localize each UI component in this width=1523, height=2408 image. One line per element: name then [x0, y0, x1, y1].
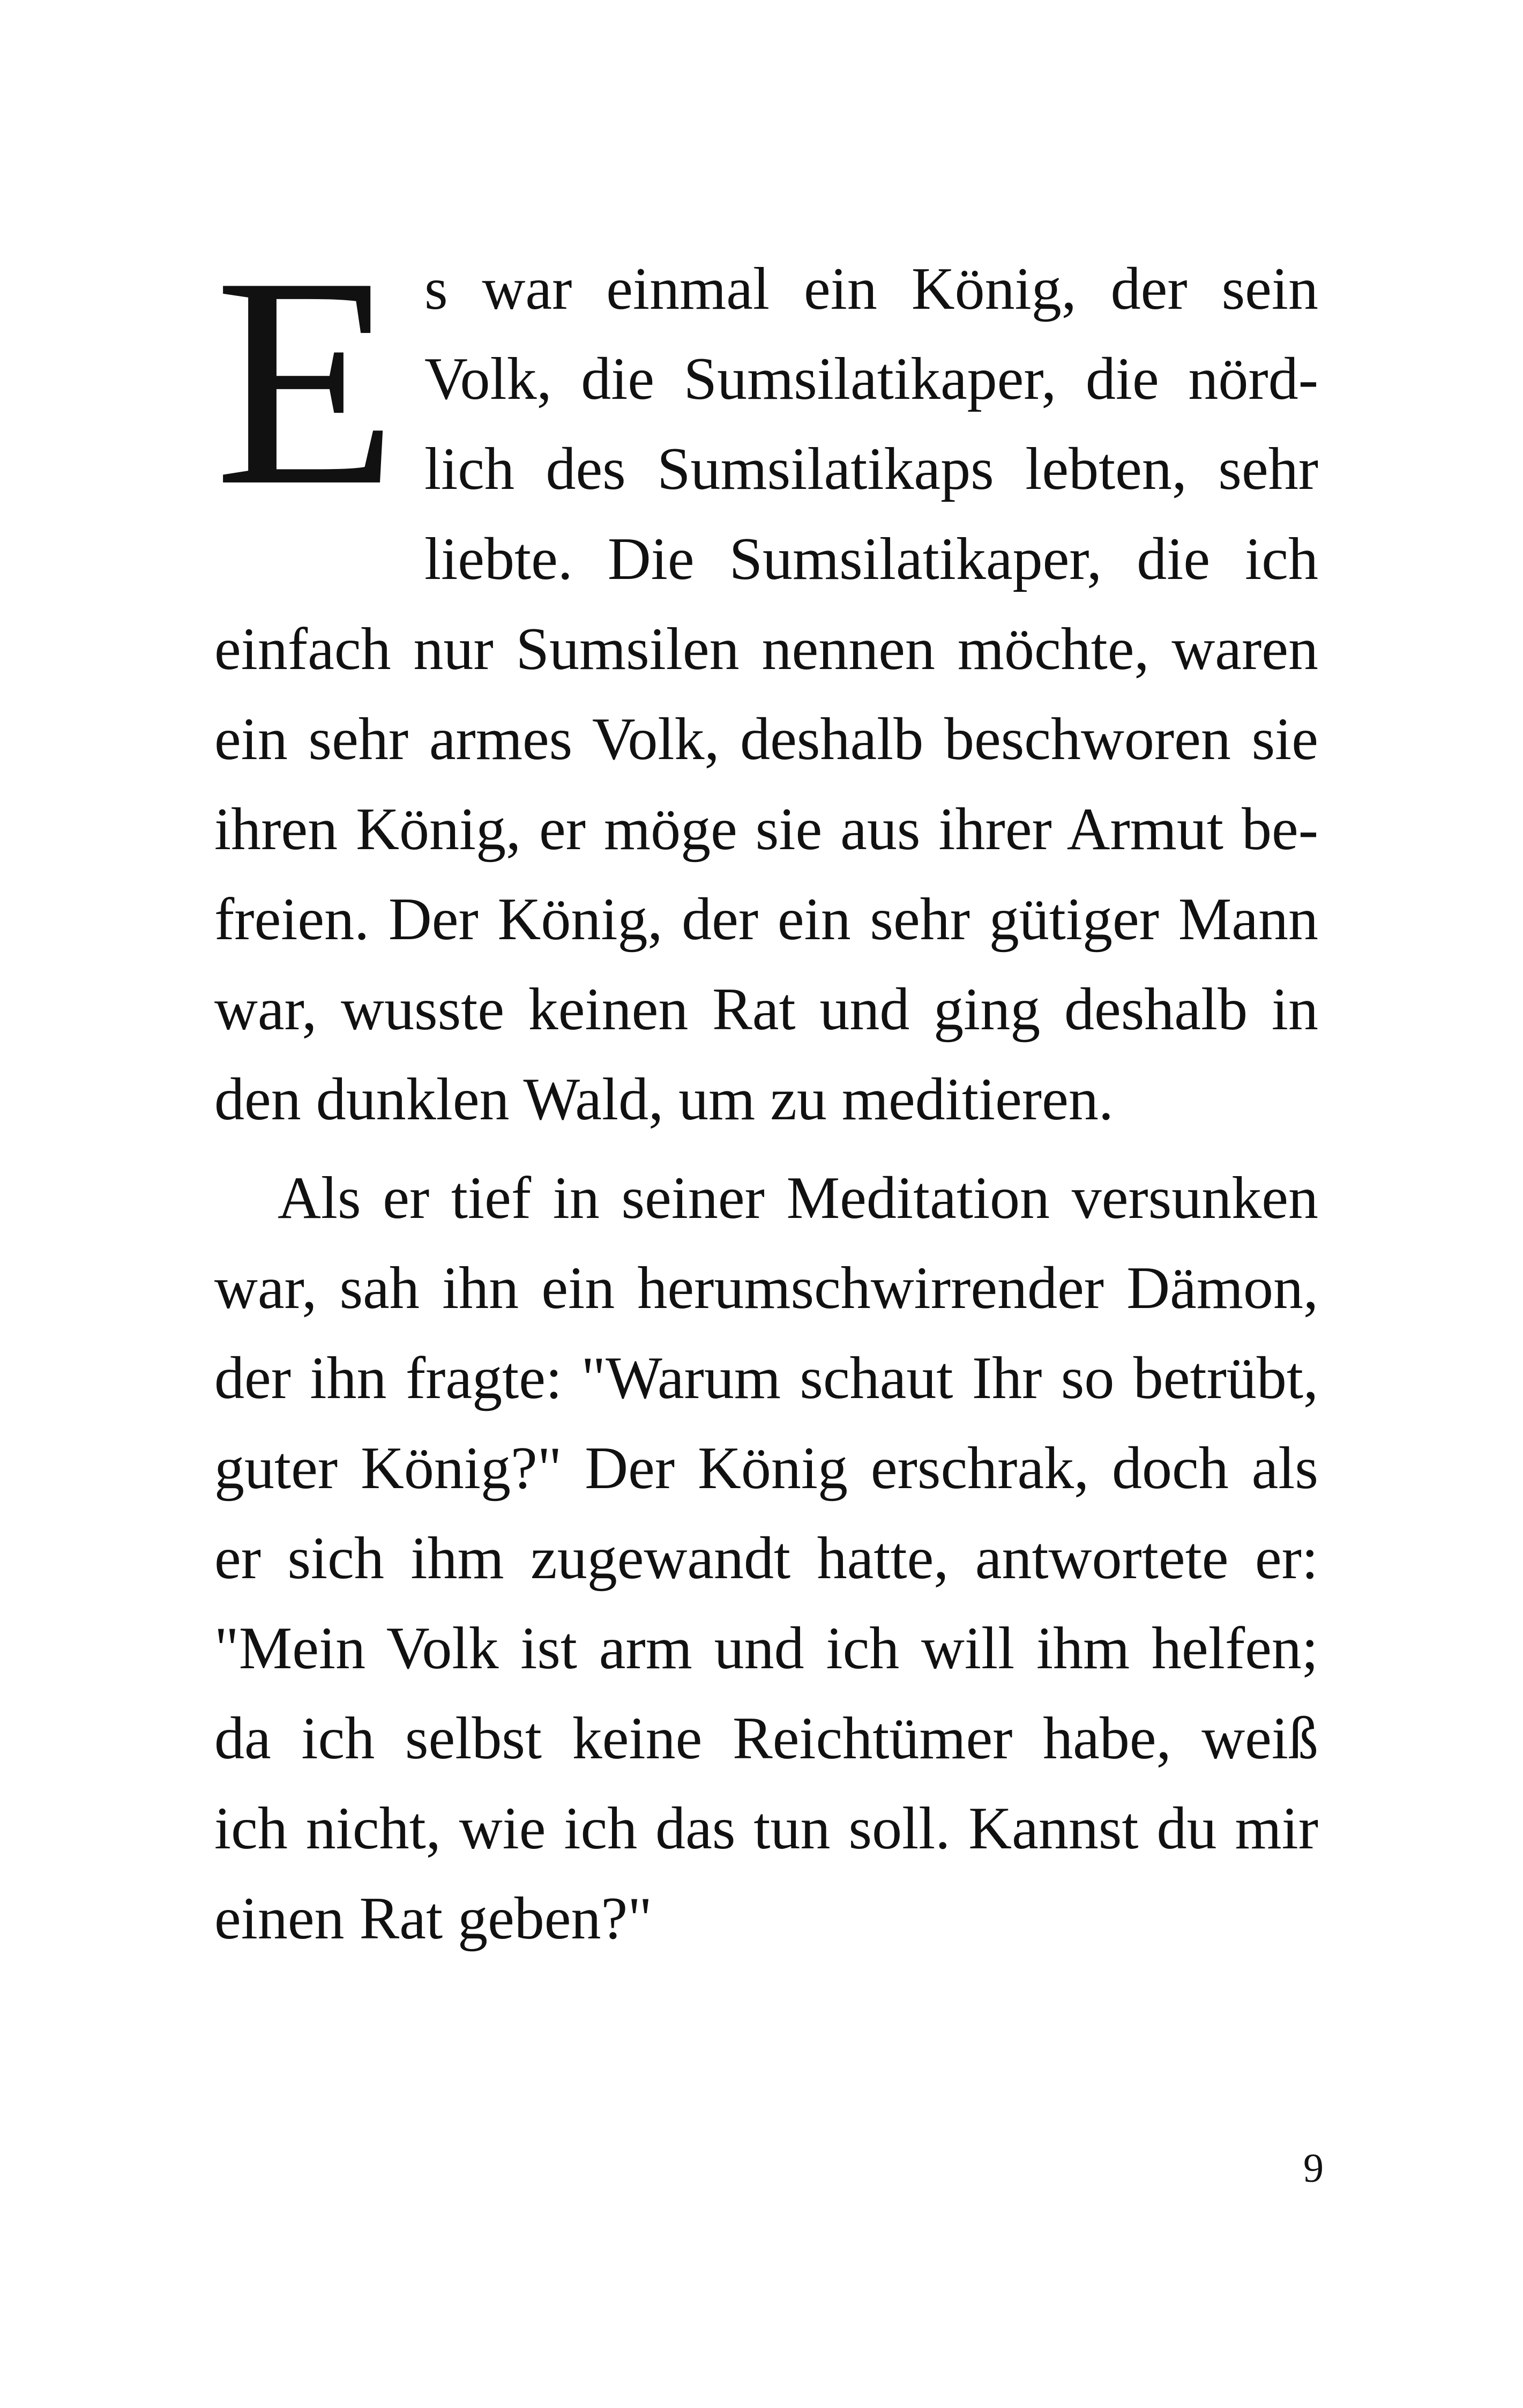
- text-line: einfach nur Sumsilen nennen möchte, waren: [214, 616, 1318, 682]
- text-line: s war einmal ein König, der sein: [424, 256, 1318, 322]
- text-line: einen Rat geben?": [214, 1885, 652, 1952]
- text-line: liebte. Die Sumsilatikaper, die ich: [424, 526, 1318, 592]
- paragraph-1: [214, 215, 1318, 1144]
- body-text: [214, 215, 1318, 1964]
- text-line: ein sehr armes Volk, deshalb beschworen sie: [214, 706, 1318, 772]
- paragraph-2: [214, 1153, 1318, 1964]
- text-line: den dunklen Wald, um zu meditieren.: [214, 1066, 1114, 1133]
- text-line: lich des Sumsilatikaps lebten, sehr: [424, 436, 1318, 502]
- page-number: 9: [1303, 2146, 1324, 2191]
- text-line: der ihn fragte: "Warum schaut Ihr so betrübt,: [214, 1345, 1318, 1411]
- text-line: da ich selbst keine Reichtümer habe, weiß: [214, 1705, 1318, 1772]
- text-line: ich nicht, wie ich das tun soll. Kannst du mir: [214, 1795, 1318, 1862]
- drop-cap-initial: E: [214, 215, 398, 548]
- text-line: "Mein Volk ist arm und ich will ihm helfen;: [214, 1615, 1318, 1682]
- text-line: war, wusste keinen Rat und ging deshalb in: [214, 976, 1318, 1043]
- text-line: ihren König, er möge sie aus ihrer Armut be-: [214, 796, 1318, 863]
- text-line: guter König?" Der König erschrak, doch als: [214, 1435, 1318, 1502]
- paragraph-spacer: [214, 1144, 1318, 1153]
- text-line: freien. Der König, der ein sehr gütiger Mann: [214, 886, 1318, 953]
- text-line: Als er tief in seiner Meditation versunken: [278, 1165, 1318, 1231]
- text-line: Volk, die Sumsilatikaper, die nörd-: [424, 346, 1318, 412]
- text-line: war, sah ihn ein herumschwirrender Dämon,: [214, 1255, 1318, 1321]
- text-line: er sich ihm zugewandt hatte, antwortete er:: [214, 1525, 1318, 1592]
